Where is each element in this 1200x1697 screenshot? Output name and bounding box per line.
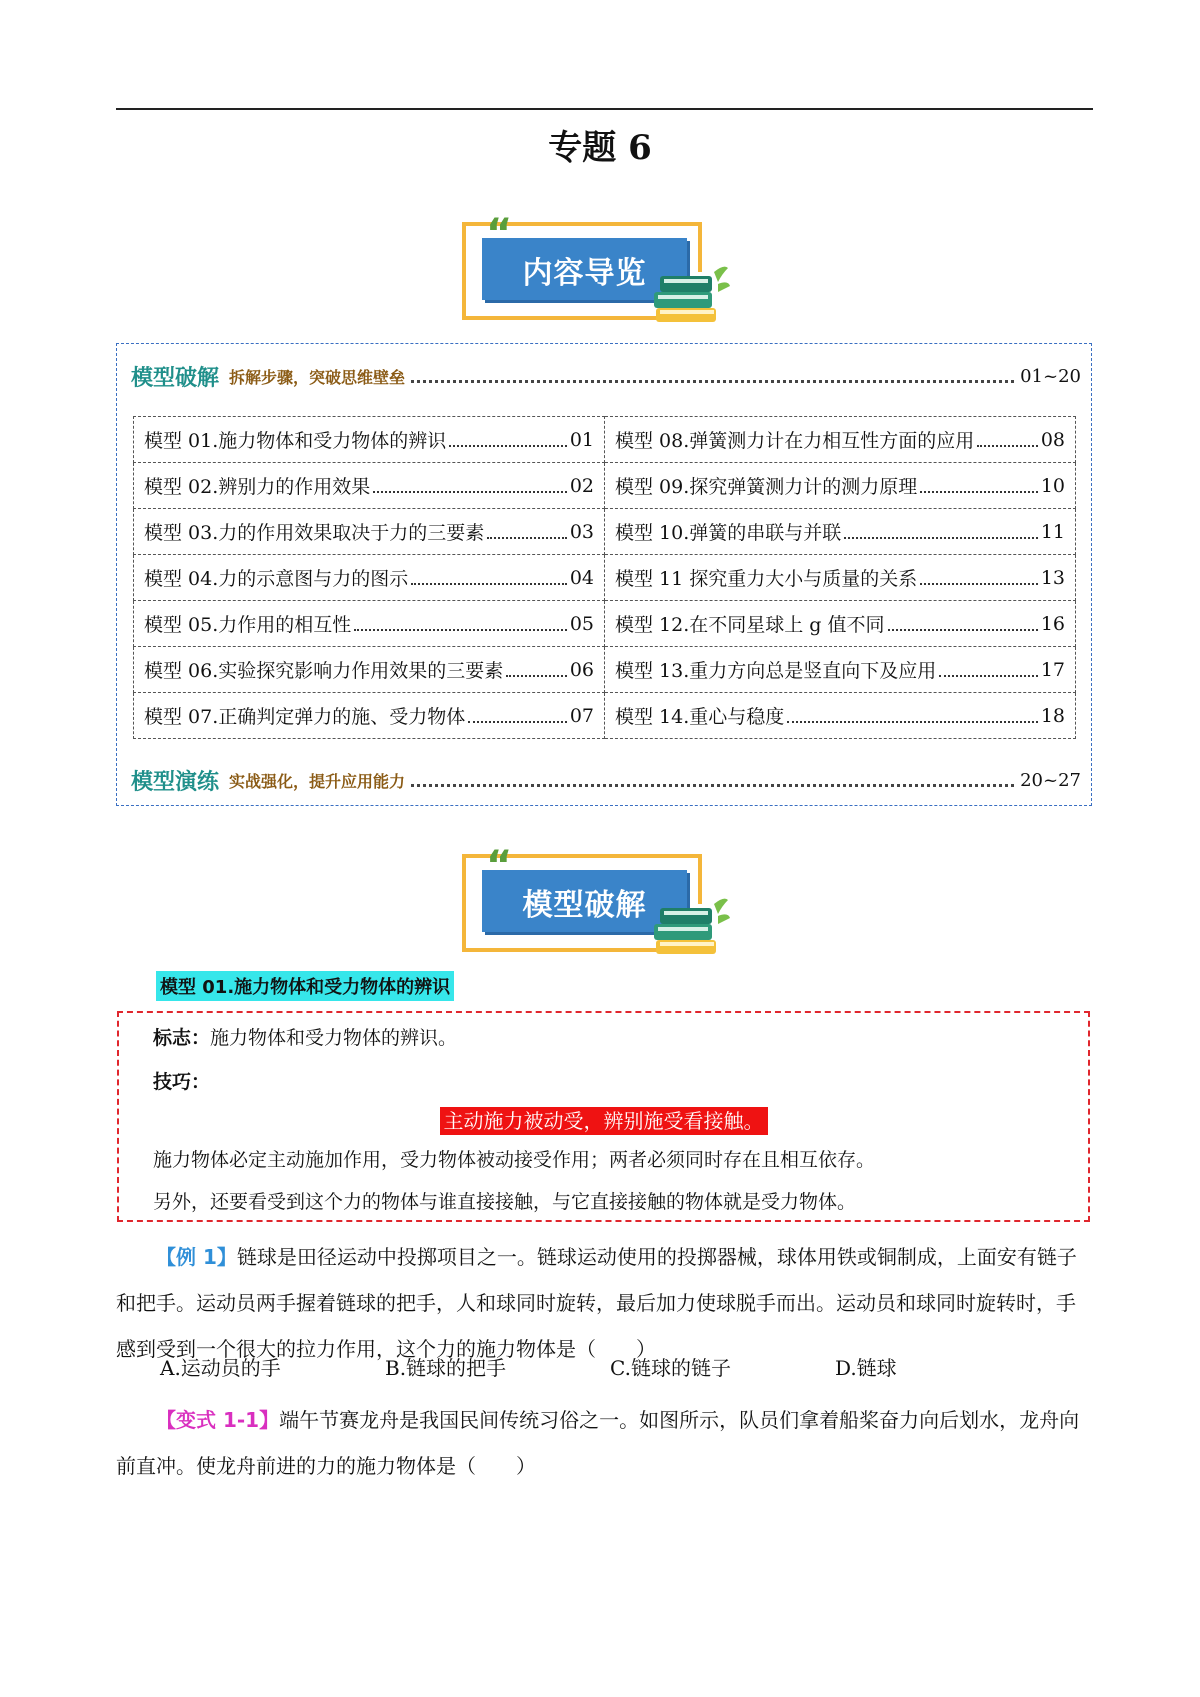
leader-dots bbox=[920, 479, 1038, 493]
toc-entry[interactable] bbox=[605, 509, 1076, 555]
example-1-options bbox=[160, 1352, 1060, 1381]
leader-dots bbox=[468, 709, 567, 723]
toc-table bbox=[133, 416, 1076, 739]
toc-entry[interactable] bbox=[605, 647, 1076, 693]
toc-entry[interactable] bbox=[605, 601, 1076, 647]
toc-entry-label: 模型 01.施力物体和受力物体的辨识 bbox=[144, 430, 447, 452]
toc-section-subtitle: 拆解步骤，突破思维壁垒 bbox=[229, 367, 406, 387]
toc-entry-page: 11 bbox=[1040, 520, 1065, 543]
leader-dots bbox=[888, 617, 1038, 631]
toc-section-pages: 20~27 bbox=[1020, 769, 1081, 791]
toc-row bbox=[134, 555, 1076, 601]
toc-entry-label: 模型 14.重心与稳度 bbox=[615, 706, 785, 728]
toc-row bbox=[134, 509, 1076, 555]
leader-dots bbox=[787, 709, 1038, 723]
toc-entry-label: 模型 07.正确判定弹力的施、受力物体 bbox=[144, 706, 466, 728]
tip-paragraph-1: 施力物体必定主动施加作用，受力物体被动接受作用；两者必须同时存在且相互依存。 bbox=[153, 1149, 876, 1171]
variant-text: 端午节赛龙舟是我国民间传统习俗之一。如图所示，队员们拿着船桨奋力向后划水，龙舟向前直冲。使龙舟前进的力的施力物体是（ ） bbox=[116, 1408, 1080, 1478]
toc-entry[interactable] bbox=[605, 693, 1076, 739]
toc-entry-label: 模型 06.实验探究影响力作用效果的三要素 bbox=[144, 660, 504, 682]
toc-entry[interactable] bbox=[134, 601, 605, 647]
leader-dots bbox=[977, 433, 1038, 447]
toc-section-title: 模型演练 bbox=[131, 769, 220, 795]
toc-entry[interactable] bbox=[134, 463, 605, 509]
toc-row bbox=[134, 601, 1076, 647]
toc-entry-page: 08 bbox=[1040, 428, 1065, 451]
toc-entry[interactable] bbox=[134, 693, 605, 739]
toc-entry-page: 07 bbox=[569, 704, 594, 727]
toc-entry-label: 模型 09.探究弹簧测力计的测力原理 bbox=[615, 476, 918, 498]
toc-entry[interactable] bbox=[134, 417, 605, 463]
toc-entry-page: 13 bbox=[1040, 566, 1065, 589]
leader-dots bbox=[844, 525, 1038, 539]
toc-entry-page: 04 bbox=[569, 566, 594, 589]
books-icon bbox=[652, 262, 732, 326]
leader-dots bbox=[506, 663, 567, 677]
leader-dots bbox=[411, 370, 1014, 383]
toc-entry-label: 模型 03.力的作用效果取决于力的三要素 bbox=[144, 522, 485, 544]
leader-dots bbox=[487, 525, 567, 539]
example-tag: 【例 1】 bbox=[156, 1245, 237, 1269]
toc-entry[interactable] bbox=[605, 555, 1076, 601]
books-icon bbox=[652, 894, 732, 958]
mnemonic bbox=[119, 1105, 1088, 1134]
toc-banner-title: 内容导览 bbox=[522, 256, 647, 291]
leader-dots bbox=[411, 571, 567, 585]
option-c[interactable]: C.链球的链子 bbox=[610, 1356, 731, 1380]
toc-row bbox=[134, 693, 1076, 739]
skill-label: 技巧： bbox=[153, 1071, 211, 1093]
leader-dots bbox=[373, 479, 567, 493]
toc-entry-label: 模型 05.力作用的相互性 bbox=[144, 614, 352, 636]
toc-section-title: 模型破解 bbox=[131, 365, 220, 391]
toc-entry-label: 模型 11 探究重力大小与质量的关系 bbox=[615, 568, 918, 590]
page-title: 专题 6 bbox=[548, 128, 652, 168]
tip-box bbox=[117, 1011, 1090, 1222]
toc-entry-label: 模型 02.辨别力的作用效果 bbox=[144, 476, 371, 498]
toc-entry[interactable] bbox=[134, 647, 605, 693]
toc-entry-page: 03 bbox=[569, 520, 594, 543]
quote-icon: “ bbox=[486, 843, 513, 889]
toc-entry-page: 06 bbox=[569, 658, 594, 681]
toc-entry[interactable] bbox=[134, 509, 605, 555]
sign-text: 施力物体和受力物体的辨识。 bbox=[210, 1027, 458, 1049]
model-01-heading: 模型 01.施力物体和受力物体的辨识 bbox=[156, 971, 454, 1001]
model-banner bbox=[452, 843, 742, 958]
option-a[interactable]: A.运动员的手 bbox=[160, 1356, 281, 1380]
toc-entry-label: 模型 10.弹簧的串联与并联 bbox=[615, 522, 842, 544]
leader-dots bbox=[939, 663, 1038, 677]
tip-paragraph-2: 另外，还要看受到这个力的物体与谁直接接触，与它直接接触的物体就是受力物体。 bbox=[153, 1191, 857, 1213]
top-rule bbox=[116, 108, 1093, 110]
toc-box bbox=[116, 343, 1092, 806]
toc-entry[interactable] bbox=[605, 463, 1076, 509]
option-b[interactable]: B.链球的把手 bbox=[385, 1356, 507, 1380]
sign-line bbox=[153, 1023, 457, 1050]
toc-entry-label: 模型 04.力的示意图与力的图示 bbox=[144, 568, 409, 590]
toc-section-pages: 01~20 bbox=[1020, 365, 1081, 387]
leader-dots bbox=[354, 617, 567, 631]
toc-entry-label: 模型 12.在不同星球上 g 值不同 bbox=[615, 614, 885, 636]
mnemonic-text: 主动施力被动受，辨别施受看接触。 bbox=[440, 1107, 768, 1135]
model-banner-title: 模型破解 bbox=[522, 888, 647, 923]
toc-entry-page: 18 bbox=[1040, 704, 1065, 727]
example-text: 链球是田径运动中投掷项目之一。链球运动使用的投掷器械，球体用铁或铜制成，上面安有链子和把手。运动员两手握着链球的把手，人和球同时旋转，最后加力使球脱手而出。运动员和球同时旋转时，手感到受到一个很大的拉力作用，这个力的施力物体是（ ） bbox=[116, 1245, 1077, 1361]
toc-entry-page: 17 bbox=[1040, 658, 1065, 681]
variant-tag: 【变式 1-1】 bbox=[156, 1408, 280, 1432]
toc-entry-page: 10 bbox=[1040, 474, 1065, 497]
toc-entry-label: 模型 08.弹簧测力计在力相互性方面的应用 bbox=[615, 430, 975, 452]
toc-section-subtitle: 实战强化，提升应用能力 bbox=[229, 771, 406, 791]
toc-banner bbox=[452, 211, 742, 326]
toc-row bbox=[134, 417, 1076, 463]
toc-row bbox=[134, 647, 1076, 693]
leader-dots bbox=[411, 774, 1014, 787]
toc-entry-label: 模型 13.重力方向总是竖直向下及应用 bbox=[615, 660, 937, 682]
skill-line bbox=[153, 1067, 210, 1094]
leader-dots bbox=[920, 571, 1038, 585]
toc-row bbox=[134, 463, 1076, 509]
quote-icon: “ bbox=[486, 211, 513, 257]
toc-entry[interactable] bbox=[134, 555, 605, 601]
sign-label: 标志： bbox=[153, 1027, 211, 1049]
toc-entry-page: 16 bbox=[1040, 612, 1065, 635]
toc-entry-page: 02 bbox=[569, 474, 594, 497]
toc-entry-page: 01 bbox=[569, 428, 594, 451]
toc-section-model-practice[interactable] bbox=[131, 763, 1081, 797]
leader-dots bbox=[449, 433, 567, 447]
variant-1-1 bbox=[116, 1397, 1092, 1489]
option-d[interactable]: D.链球 bbox=[835, 1356, 897, 1380]
toc-entry[interactable] bbox=[605, 417, 1076, 463]
toc-section-model-breakdown[interactable] bbox=[131, 359, 1081, 393]
toc-entry-page: 05 bbox=[569, 612, 594, 635]
